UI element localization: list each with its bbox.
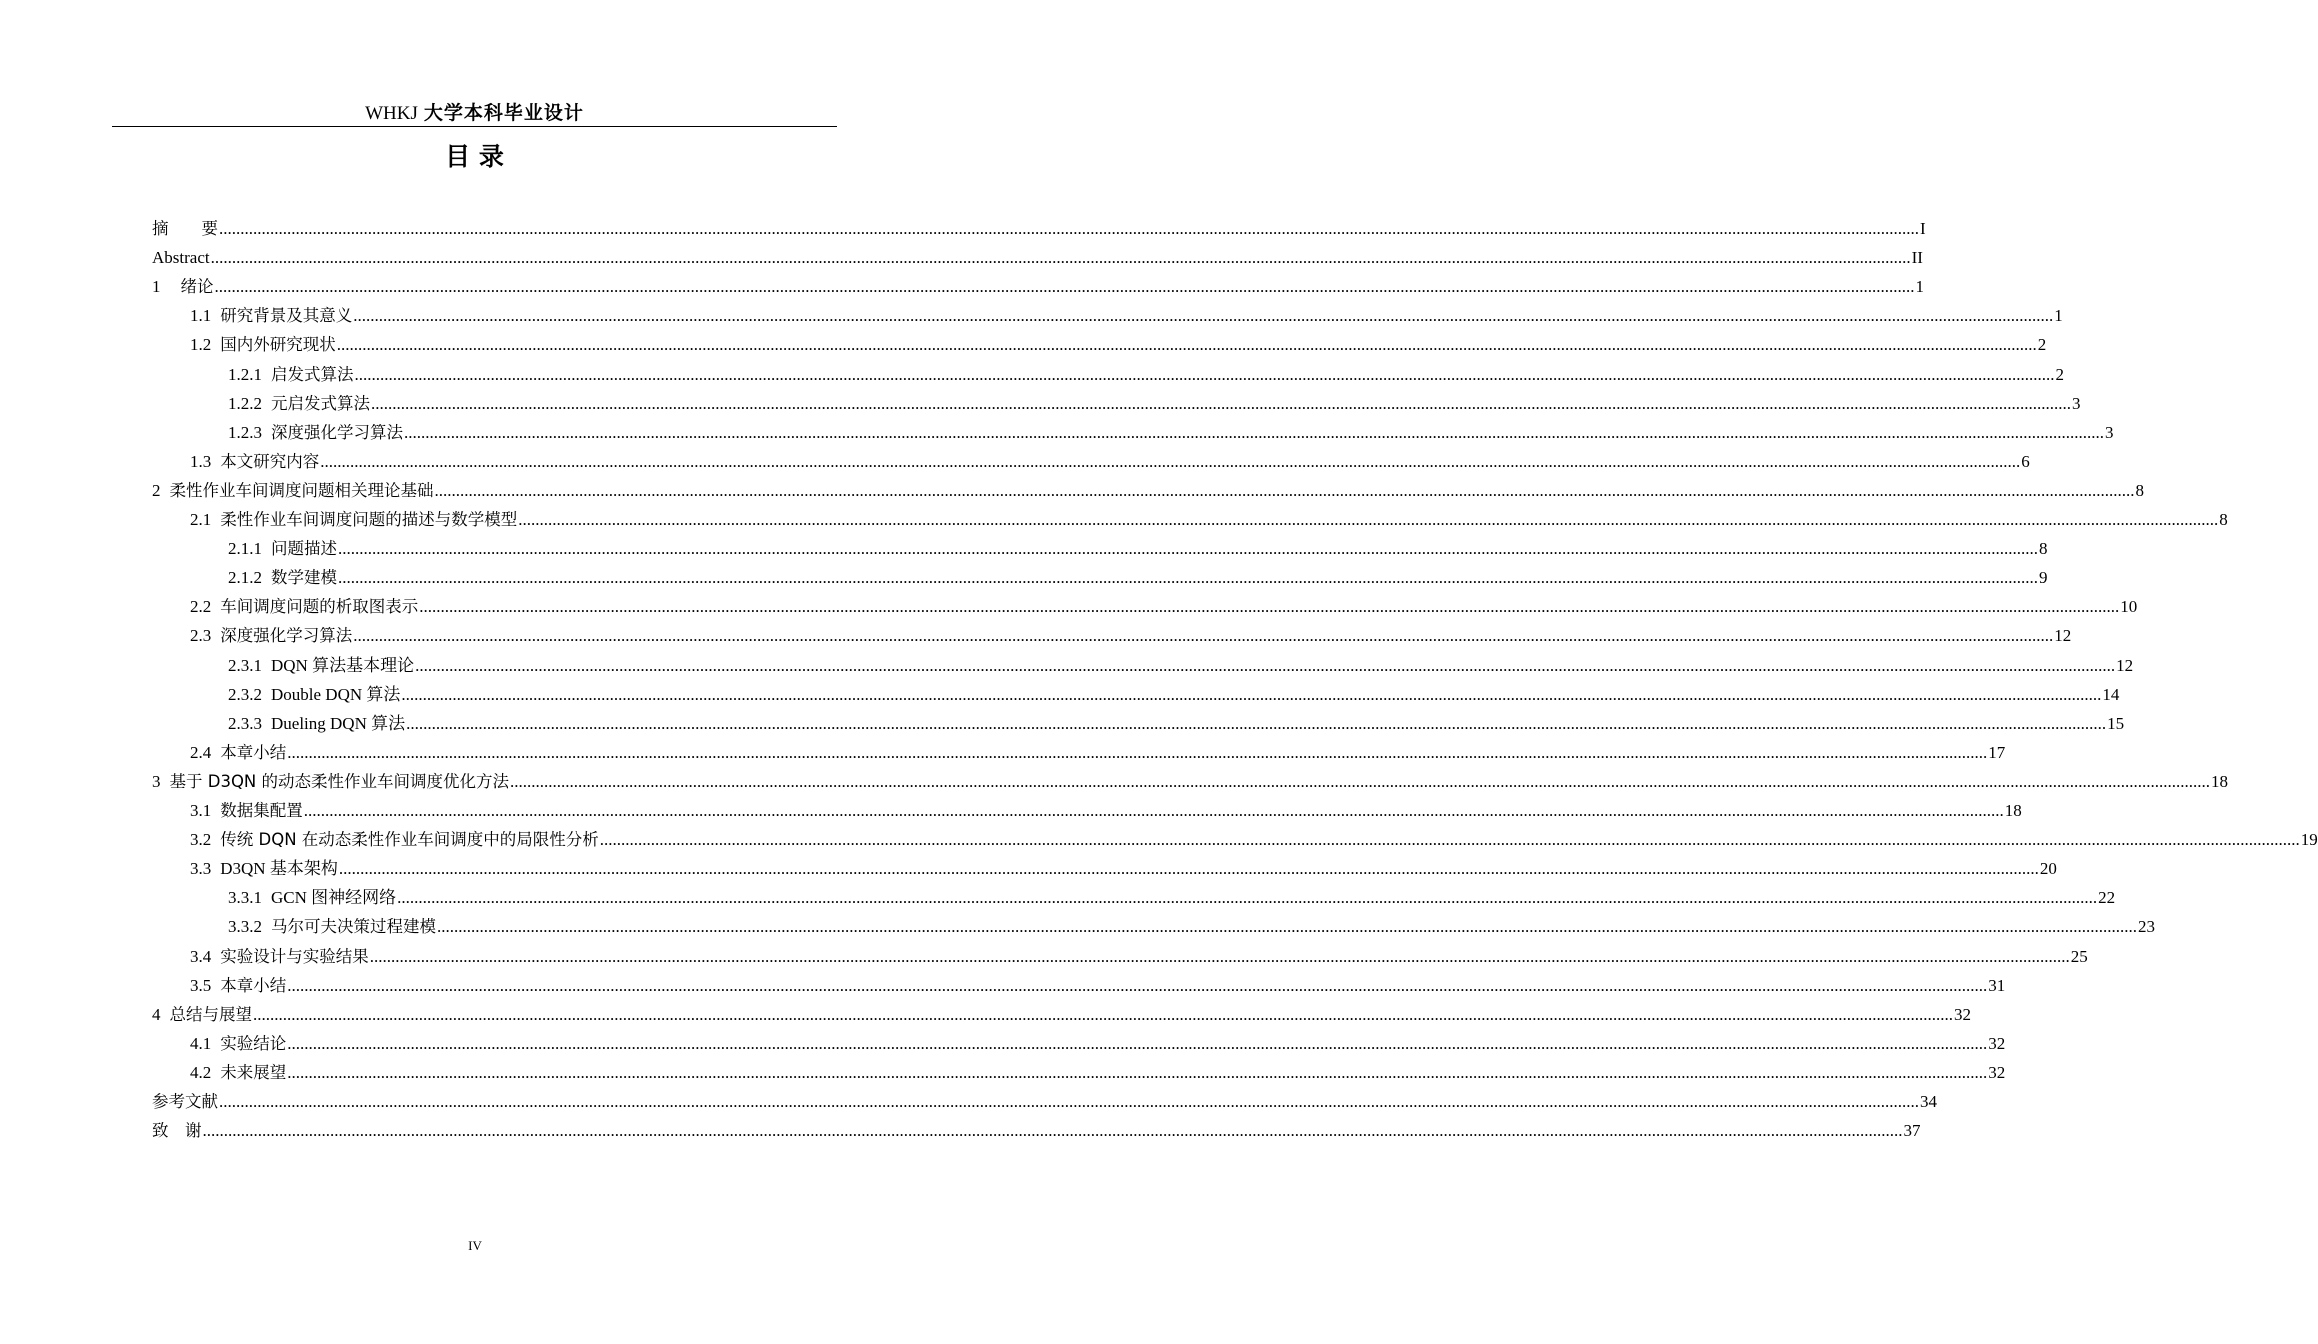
page-footer-number: IV xyxy=(468,1238,482,1253)
toc-entry-number: 4 xyxy=(152,1004,161,1024)
toc-entry-page: 3 xyxy=(2105,422,2114,442)
toc-entry-page: 12 xyxy=(2116,655,2134,675)
toc-entry-page: 8 xyxy=(2039,539,2048,559)
toc-entry[interactable] xyxy=(190,973,2006,997)
toc-entry-number: 2.3.3 xyxy=(228,713,262,733)
toc-leader-dots: ................................................................................................................................................................................................................................................................................................................................................................................................................ xyxy=(287,975,1988,995)
toc-entry[interactable] xyxy=(190,449,2030,473)
toc-entry-page: 14 xyxy=(2102,684,2120,704)
toc-entry-page: 25 xyxy=(2070,946,2088,966)
toc-entry-page: 34 xyxy=(1920,1092,1937,1111)
toc-entry-page: 22 xyxy=(2098,888,2116,908)
toc-entry[interactable] xyxy=(228,362,2064,386)
toc-entry-number: 2.3.1 xyxy=(228,655,262,675)
toc-entry-label: 摘 要 xyxy=(152,219,218,238)
toc-entry-page: 17 xyxy=(1988,742,2006,762)
toc-entry-label: 未来展望 xyxy=(220,1062,287,1082)
toc-entry-label: 车间调度问题的析取图表示 xyxy=(220,597,419,617)
toc-entry-page: 2 xyxy=(2055,364,2064,384)
toc-entry-label: D3QN 基本架构 xyxy=(220,859,338,879)
toc-entry[interactable] xyxy=(228,885,2116,909)
toc-entry[interactable] xyxy=(190,623,2072,647)
toc-entry-number: 3.4 xyxy=(190,946,212,966)
toc-leader-dots: ................................................................................................................................................................................................................................................................................................................................................................................................................ xyxy=(404,422,2104,442)
toc-entry-page: 6 xyxy=(2021,451,2030,471)
toc-leader-dots: ................................................................................................................................................................................................................................................................................................................................................................................................................ xyxy=(202,1121,1903,1141)
toc-entry[interactable] xyxy=(190,594,2138,618)
toc-entry-page: 18 xyxy=(2211,771,2229,791)
toc-leader-dots: ................................................................................................................................................................................................................................................................................................................................................................................................................ xyxy=(354,364,2055,384)
toc-leader-dots: ................................................................................................................................................................................................................................................................................................................................................................................................................ xyxy=(287,742,1988,762)
toc-entry-label: GCN 图神经网络 xyxy=(271,888,397,908)
toc-leader-dots: ................................................................................................................................................................................................................................................................................................................................................................................................................ xyxy=(336,335,2037,355)
toc-entry-number: 3 xyxy=(152,771,161,791)
toc-entry-page: 32 xyxy=(1954,1004,1971,1024)
toc-entry-page: 32 xyxy=(1988,1062,2006,1082)
toc-leader-dots: ................................................................................................................................................................................................................................................................................................................................................................................................................ xyxy=(287,1033,1988,1053)
toc-entry-number: 3.2 xyxy=(190,830,212,850)
toc-leader-dots: ................................................................................................................................................................................................................................................................................................................................................................................................................ xyxy=(353,626,2054,646)
toc-entry-number: 2 xyxy=(152,480,161,500)
toc-entry-page: 2 xyxy=(2037,335,2047,355)
toc-entry-number: 2.1.1 xyxy=(228,539,262,559)
toc-entry[interactable] xyxy=(228,682,2120,706)
toc-entry-page: 19 xyxy=(2300,830,2318,850)
toc-entry[interactable] xyxy=(152,216,1926,240)
toc-leader-dots: ................................................................................................................................................................................................................................................................................................................................................................................................................ xyxy=(510,771,2211,791)
toc-entry[interactable] xyxy=(190,1031,2006,1055)
toc-entry[interactable] xyxy=(228,914,2155,938)
toc-entry-page: 31 xyxy=(1988,975,2006,995)
toc-entry[interactable] xyxy=(190,1060,2006,1084)
toc-entry-label: 启发式算法 xyxy=(271,364,354,384)
toc-entry[interactable] xyxy=(228,391,2081,415)
header-title: 大学本科毕业设计 xyxy=(423,102,584,124)
toc-entry[interactable] xyxy=(152,1089,1937,1113)
toc-entry[interactable] xyxy=(190,303,2063,327)
toc-entry-page: II xyxy=(1911,248,1923,268)
toc-leader-dots: ................................................................................................................................................................................................................................................................................................................................................................................................................ xyxy=(415,655,2116,675)
toc-leader-dots: ................................................................................................................................................................................................................................................................................................................................................................................................................ xyxy=(406,713,2107,733)
toc-entry[interactable] xyxy=(190,856,2057,880)
toc-entry-page: 32 xyxy=(1988,1033,2006,1053)
toc-entry-number: 2.3.2 xyxy=(228,684,262,704)
toc-entry-label: 传统 DQN 在动态柔性作业车间调度中的局限性分析 xyxy=(220,830,599,850)
toc-leader-dots: ................................................................................................................................................................................................................................................................................................................................................................................................................ xyxy=(219,219,1919,238)
toc-entry-number: 1.3 xyxy=(190,451,212,471)
toc-entry-number: 3.5 xyxy=(190,975,212,995)
toc-entry-label: 绪论 xyxy=(180,277,214,297)
toc-entry-page: 9 xyxy=(2039,568,2048,588)
toc-entry-label: Double DQN 算法 xyxy=(271,684,401,704)
toc-entry-label: 实验结论 xyxy=(220,1033,287,1053)
toc-leader-dots: ................................................................................................................................................................................................................................................................................................................................................................................................................ xyxy=(219,1092,1919,1111)
toc-entry-label: 本章小结 xyxy=(220,742,287,762)
toc-leader-dots: ................................................................................................................................................................................................................................................................................................................................................................................................................ xyxy=(320,451,2021,471)
toc-entry-label: 总结与展望 xyxy=(169,1004,252,1024)
toc-entry-label: 基于 D3QN 的动态柔性作业车间调度优化方法 xyxy=(169,771,510,791)
toc-leader-dots: ................................................................................................................................................................................................................................................................................................................................................................................................................ xyxy=(303,801,2004,820)
toc-entry-page: 3 xyxy=(2072,393,2081,413)
toc-entry-number: 2.2 xyxy=(190,597,212,617)
toc-leader-dots: ................................................................................................................................................................................................................................................................................................................................................................................................................ xyxy=(353,306,2054,326)
toc-entry[interactable] xyxy=(228,565,2048,589)
toc-leader-dots: ................................................................................................................................................................................................................................................................................................................................................................................................................ xyxy=(371,393,2071,413)
toc-entry-number: 1.1 xyxy=(190,306,212,326)
toc-entry-page: 10 xyxy=(2120,597,2138,617)
toc-leader-dots: ................................................................................................................................................................................................................................................................................................................................................................................................................ xyxy=(210,248,1911,268)
toc-leader-dots: ................................................................................................................................................................................................................................................................................................................................................................................................................ xyxy=(518,510,2219,529)
toc-leader-dots: ................................................................................................................................................................................................................................................................................................................................................................................................................ xyxy=(338,859,2039,879)
toc-entry-number: 1 xyxy=(152,277,161,297)
toc-entry[interactable] xyxy=(190,798,2022,822)
toc-entry[interactable] xyxy=(190,827,2318,851)
toc-entry-number: 1.2.2 xyxy=(228,393,262,413)
toc-entry-label: 深度强化学习算法 xyxy=(220,626,353,646)
toc-entry-label: 柔性作业车间调度问题相关理论基础 xyxy=(169,480,434,500)
toc-entry-page: 8 xyxy=(2135,480,2144,500)
toc-leader-dots: ................................................................................................................................................................................................................................................................................................................................................................................................................ xyxy=(338,568,2038,588)
toc-entry[interactable] xyxy=(152,245,1923,269)
page-title: 目 录 xyxy=(445,142,504,171)
toc-entry-number: 2.4 xyxy=(190,742,212,762)
toc-entry[interactable] xyxy=(152,769,2229,793)
toc-leader-dots: ................................................................................................................................................................................................................................................................................................................................................................................................................ xyxy=(214,277,1915,297)
toc-entry[interactable] xyxy=(190,507,2228,531)
toc-entry-number: 3.1 xyxy=(190,801,212,820)
toc-leader-dots: ................................................................................................................................................................................................................................................................................................................................................................................................................ xyxy=(397,888,2098,908)
toc-leader-dots: ................................................................................................................................................................................................................................................................................................................................................................................................................ xyxy=(253,1004,1953,1024)
toc-entry-page: 15 xyxy=(2107,713,2125,733)
toc-entry-number: 1.2.3 xyxy=(228,422,262,442)
toc-entry-label: 数据集配置 xyxy=(220,801,303,820)
toc-entry-number: 3.3.2 xyxy=(228,917,262,937)
toc-entry-label: Abstract xyxy=(152,248,210,268)
toc-entry-page: 1 xyxy=(1915,277,1924,297)
toc-entry[interactable] xyxy=(228,653,2134,677)
toc-entry-number: 1.2 xyxy=(190,335,212,355)
toc-leader-dots: ................................................................................................................................................................................................................................................................................................................................................................................................................ xyxy=(599,830,2300,850)
toc-leader-dots: ................................................................................................................................................................................................................................................................................................................................................................................................................ xyxy=(338,539,2038,559)
toc-entry-label: 研究背景及其意义 xyxy=(220,306,353,326)
toc-entry-label: 本章小结 xyxy=(220,975,287,995)
toc-entry-number: 1.2.1 xyxy=(228,364,262,384)
toc-entry-number: 4.2 xyxy=(190,1062,212,1082)
toc-entry-label: 实验设计与实验结果 xyxy=(220,946,369,966)
toc-entry-page: 20 xyxy=(2039,859,2057,879)
toc-leader-dots: ................................................................................................................................................................................................................................................................................................................................................................................................................ xyxy=(369,946,2070,966)
toc-entry-page: 12 xyxy=(2054,626,2072,646)
toc-entry-page: 18 xyxy=(2004,801,2022,820)
toc-entry-number: 2.3 xyxy=(190,626,212,646)
toc-entry[interactable] xyxy=(228,536,2048,560)
toc-entry-page: 1 xyxy=(2054,306,2063,326)
header-school-code: WHKJ xyxy=(365,103,418,124)
toc-leader-dots: ................................................................................................................................................................................................................................................................................................................................................................................................................ xyxy=(434,480,2135,500)
toc-entry-label: 国内外研究现状 xyxy=(220,335,336,355)
toc-entry[interactable] xyxy=(152,1118,1921,1142)
toc-leader-dots: ................................................................................................................................................................................................................................................................................................................................................................................................................ xyxy=(419,597,2120,617)
toc-entry-number: 2.1 xyxy=(190,510,212,529)
toc-entry[interactable] xyxy=(228,420,2114,444)
toc-entry[interactable] xyxy=(190,944,2088,968)
toc-entry-label: 本文研究内容 xyxy=(220,451,320,471)
toc-leader-dots: ................................................................................................................................................................................................................................................................................................................................................................................................................ xyxy=(287,1062,1988,1082)
toc-entry-label: 深度强化学习算法 xyxy=(271,422,403,442)
toc-entry[interactable] xyxy=(228,711,2125,735)
toc-entry-page: I xyxy=(1920,219,1926,238)
toc-entry-label: 马尔可夫决策过程建模 xyxy=(271,917,436,937)
toc-leader-dots: ................................................................................................................................................................................................................................................................................................................................................................................................................ xyxy=(401,684,2102,704)
toc-entry[interactable] xyxy=(190,332,2047,356)
toc-entry-number: 3.3 xyxy=(190,859,212,879)
toc-entry[interactable] xyxy=(190,740,2006,764)
toc-entry-number: 2.1.2 xyxy=(228,568,262,588)
toc-entry-page: 8 xyxy=(2219,510,2228,529)
toc-entry-label: 元启发式算法 xyxy=(271,393,370,413)
toc-entry-page: 37 xyxy=(1903,1121,1921,1141)
toc-entry[interactable] xyxy=(152,274,1924,298)
toc-entry-label: 参考文献 xyxy=(152,1092,218,1111)
toc-entry[interactable] xyxy=(152,478,2144,502)
toc-entry-label: 致 谢 xyxy=(152,1121,202,1141)
toc-entry-label: DQN 算法基本理论 xyxy=(271,655,415,675)
toc-entry-page: 23 xyxy=(2138,917,2155,937)
toc-entry-label: 问题描述 xyxy=(271,539,337,559)
toc-leader-dots: ................................................................................................................................................................................................................................................................................................................................................................................................................ xyxy=(437,917,2137,937)
toc-entry-label: Dueling DQN 算法 xyxy=(271,713,406,733)
toc-entry-label: 数学建模 xyxy=(271,568,337,588)
toc-entry-number: 3.3.1 xyxy=(228,888,262,908)
toc-entry-number: 4.1 xyxy=(190,1033,212,1053)
toc-entry[interactable] xyxy=(152,1002,1971,1026)
toc-entry-label: 柔性作业车间调度问题的描述与数学模型 xyxy=(220,510,518,529)
